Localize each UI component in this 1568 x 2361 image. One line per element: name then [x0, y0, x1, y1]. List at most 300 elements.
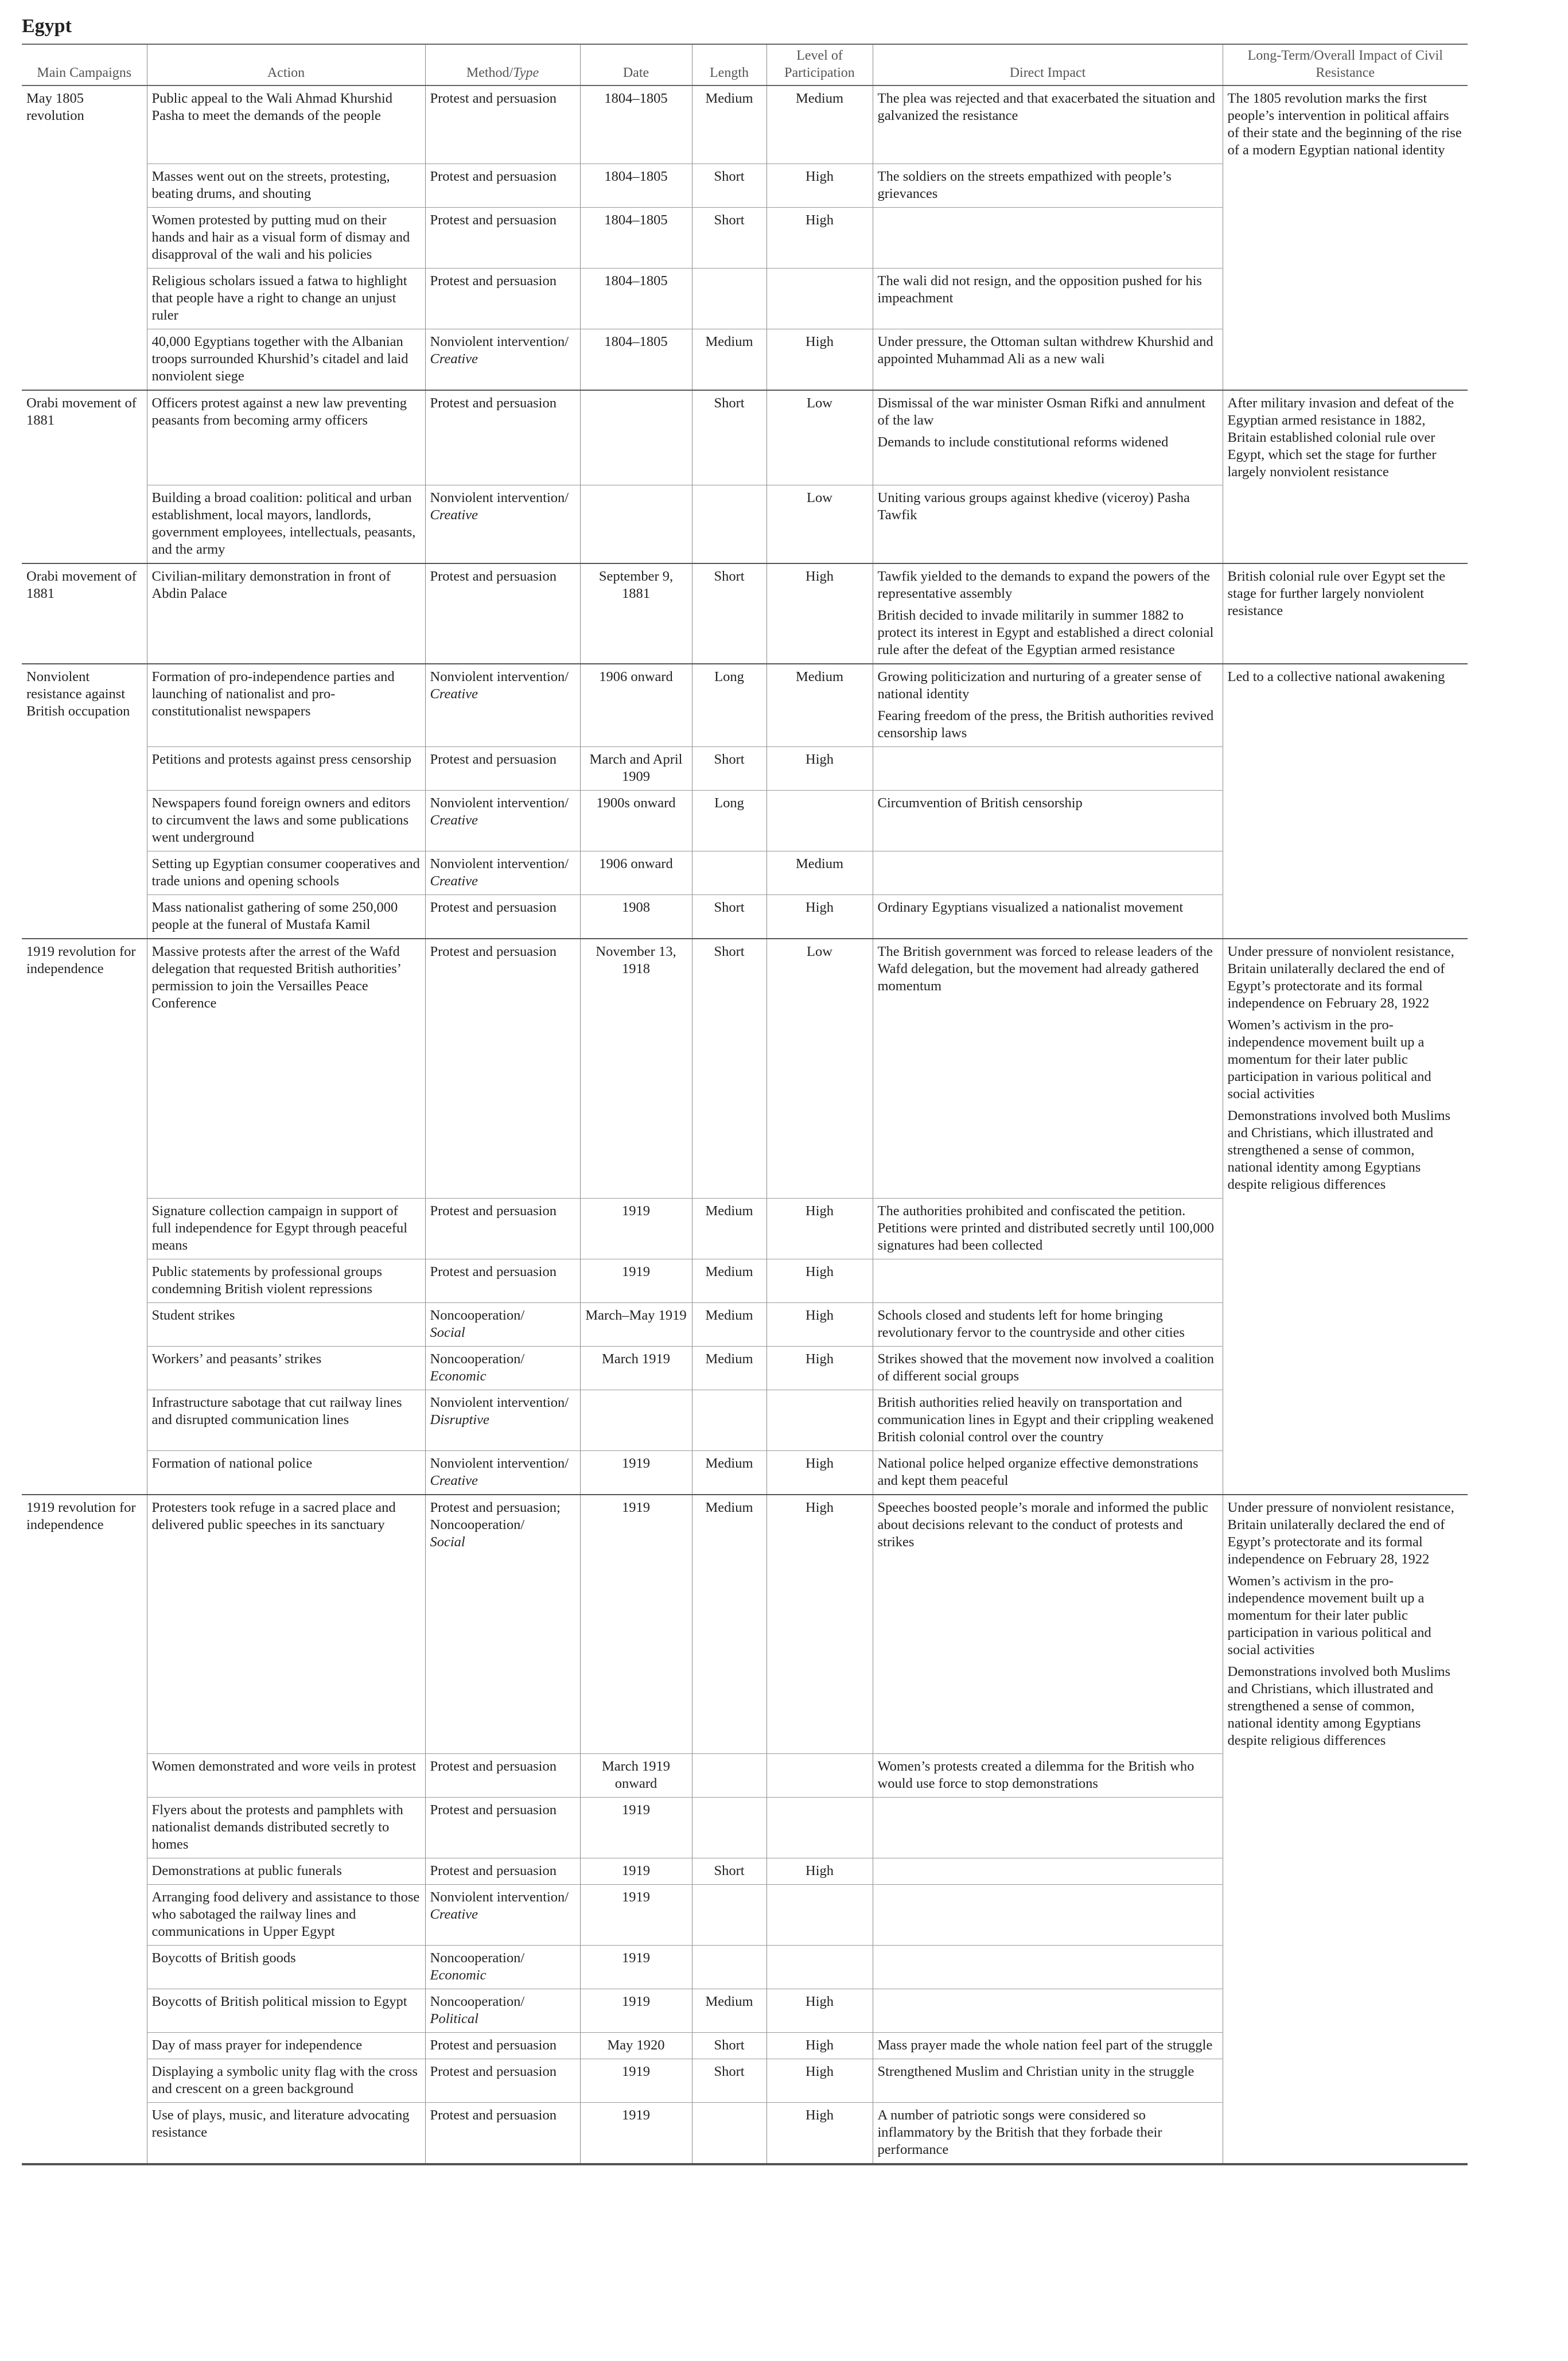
participation-cell: High — [767, 207, 873, 268]
date-cell: 1906 onward — [580, 851, 692, 895]
long-term-impact-cell — [1223, 1259, 1468, 1302]
method-label: Protest and persuasion — [430, 2107, 557, 2123]
method-type: Social — [430, 1534, 465, 1550]
direct-impact-text: Speeches boosted people’s morale and informed the public about decisions relevant to the conduct of protests and strikes — [877, 1499, 1208, 1550]
method-cell — [425, 563, 580, 664]
method-cell — [425, 268, 580, 329]
length-cell: Medium — [692, 85, 767, 164]
action-cell: Student strikes — [147, 1302, 425, 1346]
length-cell: Medium — [692, 1495, 767, 1754]
date-cell — [580, 1390, 692, 1450]
direct-impact-text: Ordinary Egyptians visualized a nationalist movement — [877, 900, 1184, 915]
long-term-impact-cell — [1223, 1885, 1468, 1946]
long-term-impact-cell — [1223, 85, 1468, 164]
length-cell: Medium — [692, 1450, 767, 1495]
table-row — [22, 1450, 1468, 1495]
header-action: Action — [147, 44, 425, 85]
participation-cell: High — [767, 1450, 873, 1495]
method-label: Noncooperation/ — [430, 1351, 525, 1367]
long-term-impact-text: Demonstrations involved both Muslims and Christians, which illustrated and strengthened a sense of common, national identity among Egyptians despite religious differences — [1227, 1108, 1451, 1192]
participation-cell: High — [767, 1259, 873, 1302]
method-cell — [425, 939, 580, 1198]
long-term-impact-text: British colonial rule over Egypt set the stage for further largely nonviolent resistance — [1227, 569, 1446, 619]
action-cell: Religious scholars issued a fatwa to highlight that people have a right to change an unjust ruler — [147, 268, 425, 329]
action-cell: Flyers about the protests and pamphlets with nationalist demands distributed secretly to homes — [147, 1798, 425, 1858]
method-label: Protest and persuasion — [430, 1759, 557, 1774]
long-term-impact-cell — [1223, 2059, 1468, 2103]
table-row — [22, 939, 1468, 1198]
method-type: Creative — [430, 507, 478, 523]
method-label: Noncooperation/ — [430, 1994, 525, 2009]
table-row — [22, 1302, 1468, 1346]
participation-cell — [767, 791, 873, 851]
direct-impact-cell — [873, 207, 1223, 268]
action-cell: 40,000 Egyptians together with the Albanian troops surrounded Khurshid’s citadel and laid nonviolent siege — [147, 329, 425, 390]
direct-impact-cell — [873, 1495, 1223, 1754]
method-type: Creative — [430, 1472, 478, 1488]
long-term-impact-cell — [1223, 485, 1468, 564]
method-label: Protest and persuasion — [430, 1863, 557, 1878]
participation-cell: High — [767, 747, 873, 791]
method-label: Nonviolent intervention/ — [430, 1455, 569, 1471]
length-cell — [692, 485, 767, 564]
participation-cell: High — [767, 1989, 873, 2033]
participation-cell: High — [767, 164, 873, 207]
method-label: Nonviolent intervention/ — [430, 1889, 569, 1905]
header-level: Level of Participation — [767, 44, 873, 85]
civil-resistance-table — [22, 44, 1468, 2164]
direct-impact-cell — [873, 1798, 1223, 1858]
direct-impact-cell — [873, 85, 1223, 164]
date-cell: 1919 — [580, 1989, 692, 2033]
participation-cell: Medium — [767, 851, 873, 895]
length-cell — [692, 1798, 767, 1858]
campaign-cell — [22, 895, 147, 939]
long-term-impact-cell — [1223, 1798, 1468, 1858]
long-term-impact-text: Led to a collective national awakening — [1227, 669, 1445, 684]
method-cell — [425, 664, 580, 747]
length-cell — [692, 2103, 767, 2164]
action-cell: Setting up Egyptian consumer cooperatives and trade unions and opening schools — [147, 851, 425, 895]
method-type: Creative — [430, 812, 478, 828]
direct-impact-cell — [873, 1198, 1223, 1259]
method-type: Creative — [430, 686, 478, 702]
direct-impact-cell — [873, 1885, 1223, 1946]
direct-impact-cell — [873, 2103, 1223, 2164]
long-term-impact-cell — [1223, 563, 1468, 664]
long-term-impact-cell — [1223, 2103, 1468, 2164]
direct-impact-cell — [873, 1989, 1223, 2033]
participation-cell: Low — [767, 485, 873, 564]
date-cell: 1919 — [580, 2059, 692, 2103]
method-label: Protest and persuasion — [430, 2064, 557, 2079]
table-row — [22, 1754, 1468, 1798]
long-term-impact-cell — [1223, 1450, 1468, 1495]
method-cell — [425, 329, 580, 390]
campaign-cell — [22, 1346, 147, 1390]
date-cell: March 1919 — [580, 1346, 692, 1390]
length-cell — [692, 268, 767, 329]
long-term-impact-cell — [1223, 851, 1468, 895]
direct-impact-text: Uniting various groups against khedive (viceroy) Pasha Tawfik — [877, 490, 1190, 523]
direct-impact-cell — [873, 164, 1223, 207]
action-cell: Boycotts of British goods — [147, 1946, 425, 1989]
campaign-cell — [22, 1198, 147, 1259]
method-label: Protest and persuasion — [430, 900, 557, 915]
long-term-impact-cell — [1223, 747, 1468, 791]
method-cell — [425, 2103, 580, 2164]
table-row — [22, 390, 1468, 485]
method-cell — [425, 1798, 580, 1858]
method-label: Protest and persuasion; Noncooperation/ — [430, 1499, 561, 1532]
method-cell — [425, 390, 580, 485]
direct-impact-text: Under pressure, the Ottoman sultan withdrew Khurshid and appointed Muhammad Ali as a new wali — [877, 333, 1213, 367]
long-term-impact-cell — [1223, 164, 1468, 207]
table-row — [22, 1798, 1468, 1858]
header-direct-impact: Direct Impact — [873, 44, 1223, 85]
direct-impact-text: Tawfik yielded to the demands to expand the powers of the representative assembly — [877, 569, 1210, 601]
participation-cell: High — [767, 563, 873, 664]
direct-impact-text: British authorities relied heavily on transportation and communication lines in Egypt and their crippling weakened British colonial control over the country — [877, 1394, 1214, 1445]
method-cell — [425, 851, 580, 895]
method-type: Disruptive — [430, 1411, 489, 1428]
campaign-cell — [22, 2033, 147, 2059]
method-type: Creative — [430, 351, 478, 367]
method-cell — [425, 1989, 580, 2033]
direct-impact-text: British decided to invade militarily in summer 1882 to protect its interest in Egypt and established a direct colonial rule after the defeat of the Egyptian armed resistance — [877, 608, 1214, 658]
campaign-cell — [22, 485, 147, 564]
participation-cell: Low — [767, 390, 873, 485]
campaign-cell — [22, 791, 147, 851]
campaign-cell — [22, 1858, 147, 1885]
method-cell — [425, 85, 580, 164]
method-cell — [425, 1885, 580, 1946]
length-cell: Short — [692, 747, 767, 791]
table-row — [22, 1885, 1468, 1946]
page-title: Egypt — [22, 15, 72, 37]
method-label: Protest and persuasion — [430, 2037, 557, 2053]
method-cell — [425, 1302, 580, 1346]
campaign-cell — [22, 1302, 147, 1346]
date-cell: 1906 onward — [580, 664, 692, 747]
date-cell: 1919 — [580, 1198, 692, 1259]
action-cell: Women demonstrated and wore veils in protest — [147, 1754, 425, 1798]
header-campaign: Main Campaigns — [22, 44, 147, 85]
table-row — [22, 85, 1468, 164]
direct-impact-cell — [873, 895, 1223, 939]
direct-impact-text: Circumvention of British censorship — [877, 795, 1083, 811]
table-row — [22, 1259, 1468, 1302]
date-cell: 1919 — [580, 1858, 692, 1885]
table-row — [22, 791, 1468, 851]
long-term-impact-text: Under pressure of nonviolent resistance, Britain unilaterally declared the end of Egypt’s protectorate and its formal independence on February 28, 1922 — [1227, 1499, 1454, 1567]
direct-impact-text: The authorities prohibited and confiscated the petition. Petitions were printed and distributed secretly until 100,000 signatures had been collected — [877, 1203, 1215, 1253]
method-cell — [425, 791, 580, 851]
table-row — [22, 2103, 1468, 2164]
method-cell — [425, 485, 580, 564]
method-type: Economic — [430, 1368, 487, 1384]
direct-impact-cell — [873, 329, 1223, 390]
direct-impact-cell — [873, 563, 1223, 664]
table-row — [22, 2059, 1468, 2103]
date-cell: 1919 — [580, 1798, 692, 1858]
action-cell: Formation of national police — [147, 1450, 425, 1495]
date-cell: November 13, 1918 — [580, 939, 692, 1198]
length-cell — [692, 851, 767, 895]
action-cell: Use of plays, music, and literature advocating resistance — [147, 2103, 425, 2164]
table-row — [22, 1390, 1468, 1450]
table-row — [22, 1858, 1468, 1885]
long-term-impact-text: The 1805 revolution marks the first people’s intervention in political affairs of their state and the beginning of the rise of a modern Egyptian national identity — [1227, 91, 1462, 158]
direct-impact-cell — [873, 268, 1223, 329]
direct-impact-text: A number of patriotic songs were considered so inflammatory by the British that they forbade their performance — [877, 2107, 1162, 2157]
direct-impact-text: The plea was rejected and that exacerbated the situation and galvanized the resistance — [877, 91, 1215, 123]
long-term-impact-cell — [1223, 664, 1468, 747]
action-cell: Boycotts of British political mission to Egypt — [147, 1989, 425, 2033]
method-cell — [425, 1346, 580, 1390]
length-cell: Short — [692, 390, 767, 485]
method-type: Political — [430, 2011, 478, 2027]
direct-impact-text: Mass prayer made the whole nation feel part of the struggle — [877, 2037, 1213, 2053]
date-cell: 1919 — [580, 1450, 692, 1495]
length-cell: Short — [692, 2059, 767, 2103]
action-cell: Public appeal to the Wali Ahmad Khurshid Pasha to meet the demands of the people — [147, 85, 425, 164]
direct-impact-cell — [873, 1450, 1223, 1495]
action-cell: Officers protest against a new law preventing peasants from becoming army officers — [147, 390, 425, 485]
campaign-cell — [22, 1798, 147, 1858]
long-term-impact-cell — [1223, 1754, 1468, 1798]
campaign-cell — [22, 329, 147, 390]
method-label: Protest and persuasion — [430, 212, 557, 228]
table-row — [22, 851, 1468, 895]
direct-impact-text: Demands to include constitutional reforms widened — [877, 434, 1169, 450]
direct-impact-text: Dismissal of the war minister Osman Rifki and annulment of the law — [877, 395, 1206, 428]
participation-cell: High — [767, 895, 873, 939]
length-cell: Short — [692, 2033, 767, 2059]
participation-cell: High — [767, 329, 873, 390]
long-term-impact-cell — [1223, 390, 1468, 485]
action-cell: Civilian-military demonstration in front of Abdin Palace — [147, 563, 425, 664]
method-label: Protest and persuasion — [430, 1203, 557, 1219]
campaign-cell: 1919 revolution for independence — [26, 944, 136, 977]
length-cell — [692, 1390, 767, 1450]
date-cell: May 1920 — [580, 2033, 692, 2059]
direct-impact-text: Fearing freedom of the press, the British authorities revived censorship laws — [877, 708, 1214, 741]
direct-impact-text: The soldiers on the streets empathized with people’s grievances — [877, 168, 1172, 201]
table-row — [22, 747, 1468, 791]
method-label: Protest and persuasion — [430, 1263, 557, 1279]
method-label: Protest and persuasion — [430, 944, 557, 959]
participation-cell: Medium — [767, 85, 873, 164]
long-term-impact-cell — [1223, 1495, 1468, 1754]
action-cell: Public statements by professional groups condemning British violent repressions — [147, 1259, 425, 1302]
long-term-impact-cell — [1223, 939, 1468, 1198]
direct-impact-text: Women’s protests created a dilemma for the British who would use force to stop demonstrations — [877, 1759, 1195, 1791]
direct-impact-cell — [873, 485, 1223, 564]
date-cell: 1804–1805 — [580, 85, 692, 164]
campaign-cell — [22, 747, 147, 791]
campaign-cell — [22, 1946, 147, 1989]
participation-cell — [767, 1390, 873, 1450]
action-cell: Building a broad coalition: political and urban establishment, local mayors, landlords, government employees, intellectuals, peasants, and the army — [147, 485, 425, 564]
length-cell: Medium — [692, 1198, 767, 1259]
action-cell: Masses went out on the streets, protesting, beating drums, and shouting — [147, 164, 425, 207]
direct-impact-text: Schools closed and students left for home bringing revolutionary fervor to the countryside and other cities — [877, 1307, 1185, 1340]
date-cell: 1804–1805 — [580, 164, 692, 207]
direct-impact-text: The wali did not resign, and the opposition pushed for his impeachment — [877, 273, 1202, 306]
participation-cell: High — [767, 1858, 873, 1885]
table-row — [22, 1198, 1468, 1259]
table-row — [22, 1946, 1468, 1989]
header-type-label: Type — [513, 65, 539, 80]
direct-impact-text: National police helped organize effective demonstrations and kept them peaceful — [877, 1455, 1199, 1488]
length-cell: Medium — [692, 1346, 767, 1390]
length-cell: Short — [692, 939, 767, 1198]
campaign-cell — [22, 1885, 147, 1946]
method-type: Creative — [430, 1907, 478, 1922]
date-cell: 1919 — [580, 2103, 692, 2164]
method-cell — [425, 1946, 580, 1989]
action-cell: Newspapers found foreign owners and editors to circumvent the laws and some publications went underground — [147, 791, 425, 851]
date-cell: 1919 — [580, 1259, 692, 1302]
campaign-cell: Nonviolent resistance against British occupation — [26, 669, 130, 719]
method-cell — [425, 747, 580, 791]
direct-impact-cell — [873, 1259, 1223, 1302]
long-term-impact-text: Under pressure of nonviolent resistance, Britain unilaterally declared the end of Egypt’s protectorate and its formal independence on February 28, 1922 — [1227, 944, 1454, 1011]
method-type: Social — [430, 1324, 465, 1340]
date-cell — [580, 485, 692, 564]
length-cell — [692, 1946, 767, 1989]
long-term-impact-cell — [1223, 1858, 1468, 1885]
method-label: Noncooperation/ — [430, 1307, 525, 1323]
method-type: Creative — [430, 873, 478, 889]
date-cell: March and April 1909 — [580, 747, 692, 791]
table-row — [22, 664, 1468, 747]
table-bottom-rule — [22, 2164, 1468, 2165]
method-cell — [425, 895, 580, 939]
direct-impact-cell — [873, 747, 1223, 791]
direct-impact-cell — [873, 2033, 1223, 2059]
date-cell: 1804–1805 — [580, 207, 692, 268]
method-label: Protest and persuasion — [430, 752, 557, 767]
length-cell: Medium — [692, 1302, 767, 1346]
long-term-impact-cell — [1223, 2033, 1468, 2059]
campaign-cell — [22, 1259, 147, 1302]
participation-cell — [767, 1885, 873, 1946]
length-cell: Medium — [692, 329, 767, 390]
participation-cell — [767, 1946, 873, 1989]
method-label: Nonviolent intervention/ — [430, 333, 569, 349]
long-term-impact-text: Women’s activism in the pro-independence movement built up a momentum for their later public participation in various political and social activities — [1227, 1573, 1431, 1658]
participation-cell: High — [767, 1495, 873, 1754]
campaign-cell: Orabi movement of 1881 — [22, 563, 147, 664]
length-cell: Short — [692, 164, 767, 207]
length-cell: Short — [692, 207, 767, 268]
length-cell: Short — [692, 895, 767, 939]
date-cell: 1919 — [580, 1946, 692, 1989]
direct-impact-cell — [873, 1302, 1223, 1346]
direct-impact-text: Strengthened Muslim and Christian unity in the struggle — [877, 2064, 1195, 2079]
direct-impact-text: Growing politicization and nurturing of a greater sense of national identity — [877, 669, 1202, 702]
direct-impact-text: Strikes showed that the movement now involved a coalition of different social groups — [877, 1351, 1215, 1384]
participation-cell: High — [767, 1198, 873, 1259]
method-label: Nonviolent intervention/ — [430, 1394, 569, 1410]
action-cell: Mass nationalist gathering of some 250,000 people at the funeral of Mustafa Kamil — [147, 895, 425, 939]
direct-impact-cell — [873, 390, 1223, 485]
method-cell — [425, 2033, 580, 2059]
long-term-impact-text: After military invasion and defeat of the Egyptian armed resistance in 1882, Britain established colonial rule over Egypt, which set the stage for further largely nonviolent resistance — [1227, 395, 1454, 480]
method-cell — [425, 1495, 580, 1754]
participation-cell — [767, 1754, 873, 1798]
date-cell: 1804–1805 — [580, 329, 692, 390]
table-row — [22, 164, 1468, 207]
direct-impact-cell — [873, 664, 1223, 747]
date-cell: 1804–1805 — [580, 268, 692, 329]
participation-cell: Medium — [767, 664, 873, 747]
method-cell — [425, 1198, 580, 1259]
length-cell: Long — [692, 664, 767, 747]
method-type: Economic — [430, 1967, 487, 1983]
method-label: Protest and persuasion — [430, 395, 557, 411]
date-cell: March–May 1919 — [580, 1302, 692, 1346]
method-cell — [425, 1754, 580, 1798]
action-cell: Protesters took refuge in a sacred place and delivered public speeches in its sanctuary — [147, 1495, 425, 1754]
participation-cell: High — [767, 2103, 873, 2164]
direct-impact-text: The British government was forced to release leaders of the Wafd delegation, but the movement had already gathered momentum — [877, 944, 1213, 994]
campaign-cell — [22, 1450, 147, 1495]
table-row — [22, 563, 1468, 664]
participation-cell: Low — [767, 939, 873, 1198]
participation-cell — [767, 1798, 873, 1858]
campaign-cell — [22, 268, 147, 329]
method-label: Protest and persuasion — [430, 273, 557, 289]
campaign-cell: Orabi movement of 1881 — [26, 395, 137, 428]
header-length: Length — [692, 44, 767, 85]
direct-impact-cell — [873, 851, 1223, 895]
campaign-cell — [22, 207, 147, 268]
method-label: Noncooperation/ — [430, 1950, 525, 1966]
participation-cell: High — [767, 2059, 873, 2103]
date-cell: 1908 — [580, 895, 692, 939]
table-row — [22, 895, 1468, 939]
action-cell: Infrastructure sabotage that cut railway lines and disrupted communication lines — [147, 1390, 425, 1450]
long-term-impact-cell — [1223, 268, 1468, 329]
table-header — [22, 44, 1468, 85]
header-date: Date — [580, 44, 692, 85]
action-cell: Massive protests after the arrest of the Wafd delegation that requested British authorities’ permission to join the Versailles Peace Conference — [147, 939, 425, 1198]
length-cell: Medium — [692, 1989, 767, 2033]
campaign-cell — [22, 2103, 147, 2164]
method-label: Nonviolent intervention/ — [430, 490, 569, 505]
campaign-cell — [22, 1390, 147, 1450]
long-term-impact-cell — [1223, 1302, 1468, 1346]
participation-cell: High — [767, 2033, 873, 2059]
method-label: Protest and persuasion — [430, 569, 557, 584]
table-row — [22, 1989, 1468, 2033]
page — [22, 15, 1468, 2165]
method-label: Nonviolent intervention/ — [430, 669, 569, 684]
method-cell — [425, 2059, 580, 2103]
campaign-cell: May 1805 revolution — [26, 91, 84, 123]
method-label: Protest and persuasion — [430, 1802, 557, 1818]
method-label: Nonviolent intervention/ — [430, 856, 569, 872]
length-cell: Short — [692, 563, 767, 664]
table-row — [22, 207, 1468, 268]
long-term-impact-cell — [1223, 1198, 1468, 1259]
long-term-impact-cell — [1223, 1946, 1468, 1989]
long-term-impact-cell — [1223, 1989, 1468, 2033]
length-cell: Short — [692, 1858, 767, 1885]
